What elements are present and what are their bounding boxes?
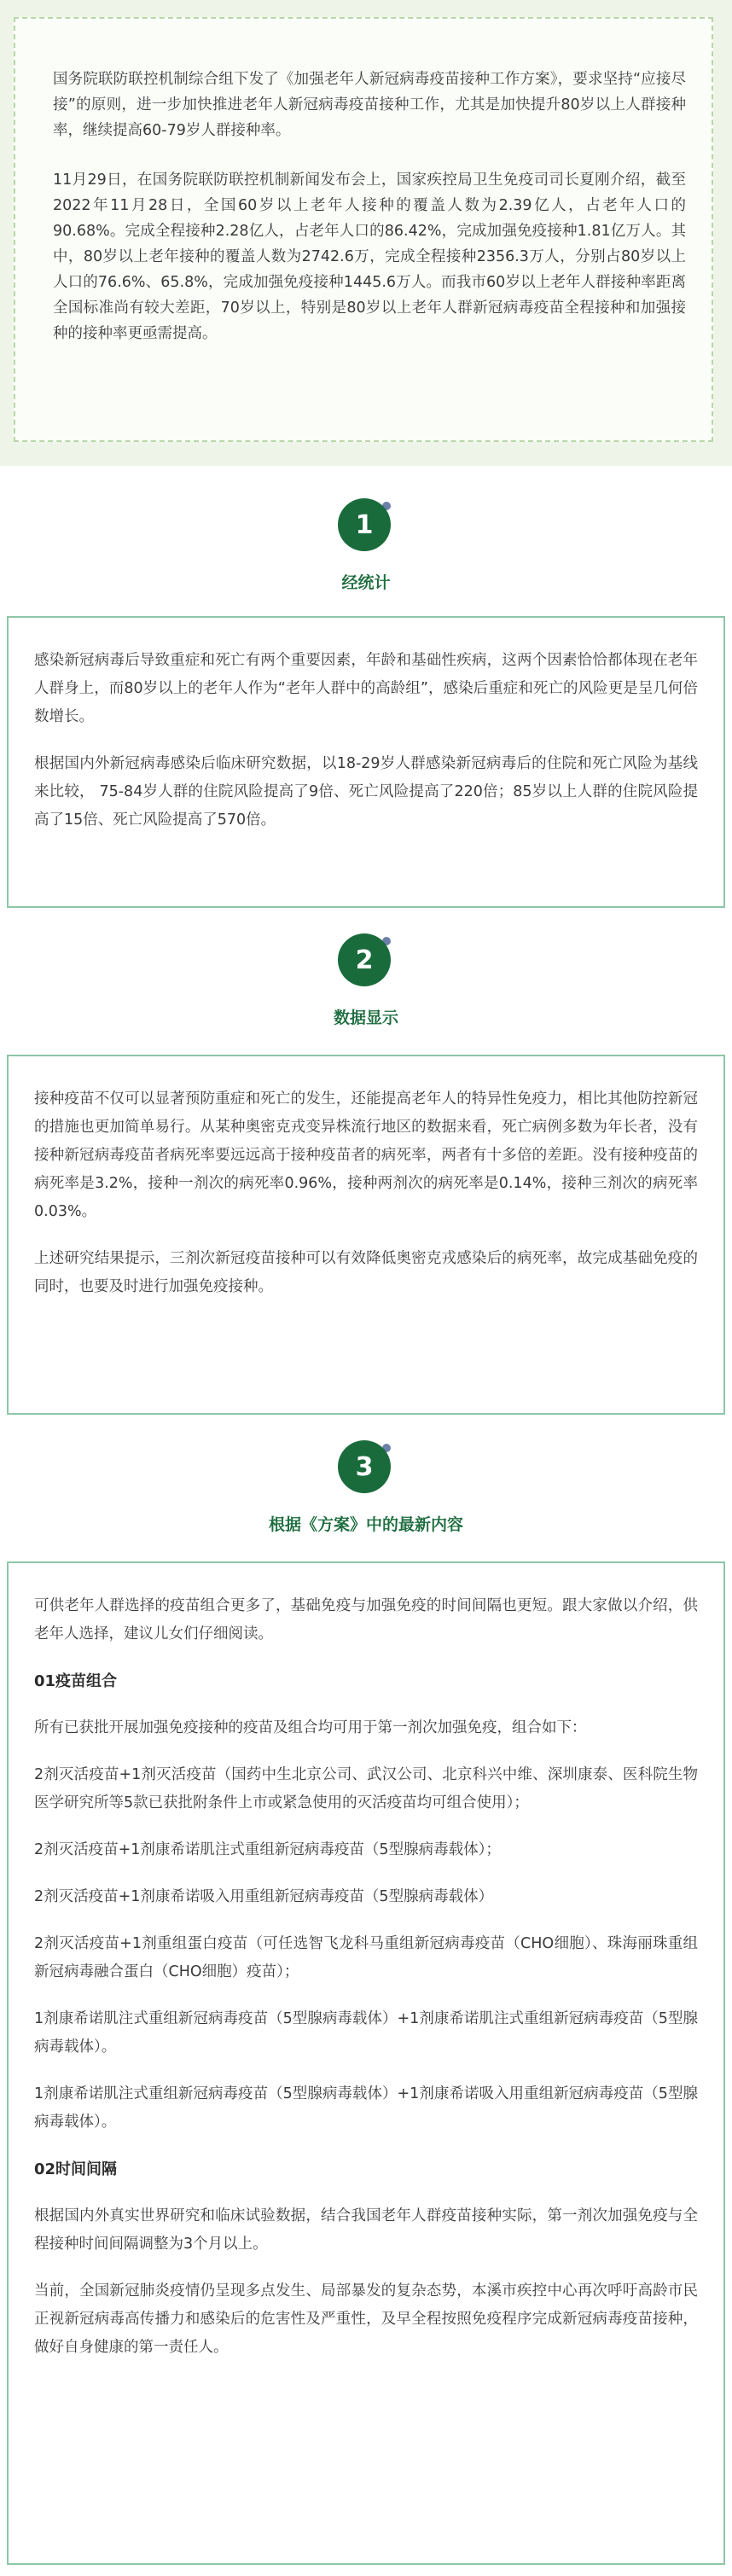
vaccine-combo-item: 1剂康希诺肌注式重组新冠病毒疫苗（5型腺病毒载体）+1剂康希诺肌注式重组新冠病毒疫苗（5型腺病毒载体）。 [34,2010,698,2056]
subsection-heading: 02时间间隔 [34,2160,118,2178]
section-number-badge: 2 [338,933,391,986]
section-content-box [7,1055,725,1415]
section-paragraph: 上述研究结果提示，三剂次新冠疫苗接种可以有效降低奥密克戎感染后的病死率，故完成基础免疫的同时，也要及时进行加强免疫接种。 [34,1250,698,1295]
intro-paragraph: 国务院联防联控机制综合组下发了《加强老年人新冠病毒疫苗接种工作方案》，要求坚持“应接尽接”的原则，进一步加快推进老年人新冠病毒疫苗接种工作，尤其是加快提升80岁以上人群接种率，继续提高60-79岁人群接种率。 [53,71,686,139]
section-title: 数据显示 [333,1009,398,1027]
section-content-box [7,1561,725,2565]
intro-box [14,17,713,442]
section-paragraph: 当前，全国新冠肺炎疫情仍呈现多点发生、局部暴发的复杂态势，本溪市疾控中心再次呼吁高龄市民正视新冠病毒高传播力和感染后的危害性及严重性，及早全程按照免疫程序完成新冠病毒疫苗接种，做好自身健康的第一责任人。 [34,2282,698,2356]
subsection-heading: 01疫苗组合 [34,1672,118,1690]
vaccine-combo-item: 2剂灭活疫苗+1剂康希诺吸入用重组新冠病毒疫苗（5型腺病毒载体） [34,1888,494,1905]
vaccine-combo-item: 2剂灭活疫苗+1剂康希诺肌注式重组新冠病毒疫苗（5型腺病毒载体）； [34,1841,501,1858]
intro-section [0,0,732,466]
section-paragraph: 根据国内外真实世界研究和临床试验数据，结合我国老年人群疫苗接种实际，第一剂次加强免疫与全程接种时间间隔调整为3个月以上。 [34,2207,698,2253]
section-paragraph: 接种疫苗不仅可以显著预防重症和死亡的发生，还能提高老年人的特异性免疫力，相比其他防控新冠的措施也更加简单易行。从某种奥密克戎变异株流行地区的数据来看，死亡病例多数为年长者，没有接种新冠病毒疫苗者病死率要远远高于接种疫苗者的病死率，两者有十多倍的差距。没有接种疫苗的病死率是3.2%，接种一剂次的病死率0.96%，接种两剂次的病死率是0.14%，接种三剂次的病死率0.03%。 [34,1090,698,1220]
section-paragraph: 感染新冠病毒后导致重症和死亡有两个重要因素，年龄和基础性疾病，这两个因素恰恰都体现在老年人群身上，而80岁以上的老年人作为“老年人群中的高龄组”，感染后重症和死亡的风险更是呈几何倍数增长。 [34,652,698,725]
vaccine-combo-item: 1剂康希诺肌注式重组新冠病毒疫苗（5型腺病毒载体）+1剂康希诺吸入用重组新冠病毒疫苗（5型腺病毒载体）。 [34,2085,698,2131]
section-paragraph: 根据国内外新冠病毒感染后临床研究数据，以18-29岁人群感染新冠病毒后的住院和死亡风险为基线来比较， 75-84岁人群的住院风险提高了9倍、死亡风险提高了220倍；85岁以上人群的住院风险提高了15倍、死亡风险提高了570倍。 [34,755,698,829]
section-paragraph: 可供老年人群选择的疫苗组合更多了，基础免疫与加强免疫的时间间隔也更短。跟大家做以介绍，供老年人选择，建议儿女们仔细阅读。 [34,1597,698,1643]
section-title: 经统计 [341,573,391,592]
section-content-box [7,616,725,908]
section-paragraph: 所有已获批开展加强免疫接种的疫苗及组合均可用于第一剂次加强免疫，组合如下： [34,1719,587,1736]
section-title: 根据《方案》中的最新内容 [268,1515,463,1534]
vaccine-combo-item: 2剂灭活疫苗+1剂重组蛋白疫苗（可任选智飞龙科马重组新冠病毒疫苗（CHO细胞）、珠海丽珠重组新冠病毒融合蛋白（CHO细胞）疫苗）； [34,1935,698,1980]
vaccine-combo-item: 2剂灭活疫苗+1剂灭活疫苗（国药中生北京公司、武汉公司、北京科兴中维、深圳康泰、医科院生物医学研究所等5款已获批附条件上市或紧急使用的灭活疫苗均可组合使用）； [34,1766,698,1811]
intro-paragraph: 11月29日，在国务院联防联控机制新闻发布会上，国家疾控局卫生免疫司司长夏刚介绍，截至2022年11月28日，全国60岁以上老年人接种的覆盖人数为2.39亿人，占老年人口的90.68%。完成全程接种2.28亿人，占老年人口的86.42%，完成加强免疫接种1.81亿万人。其中，80岁以上老年接种的覆盖人数为2742.6万，完成全程接种2356.3万人，分别占80岁以上人口的76.6%、65.8%，完成加强免疫接种1445.6万人。而我市60岁以上老年人群接种率距离全国标准尚有较大差距，70岁以上，特别是80岁以上老年人群新冠病毒疫苗全程接种和加强接种的接种率更亟需提高。 [53,172,686,342]
section-number-badge: 3 [338,1440,391,1493]
section-number-badge: 1 [338,498,391,551]
